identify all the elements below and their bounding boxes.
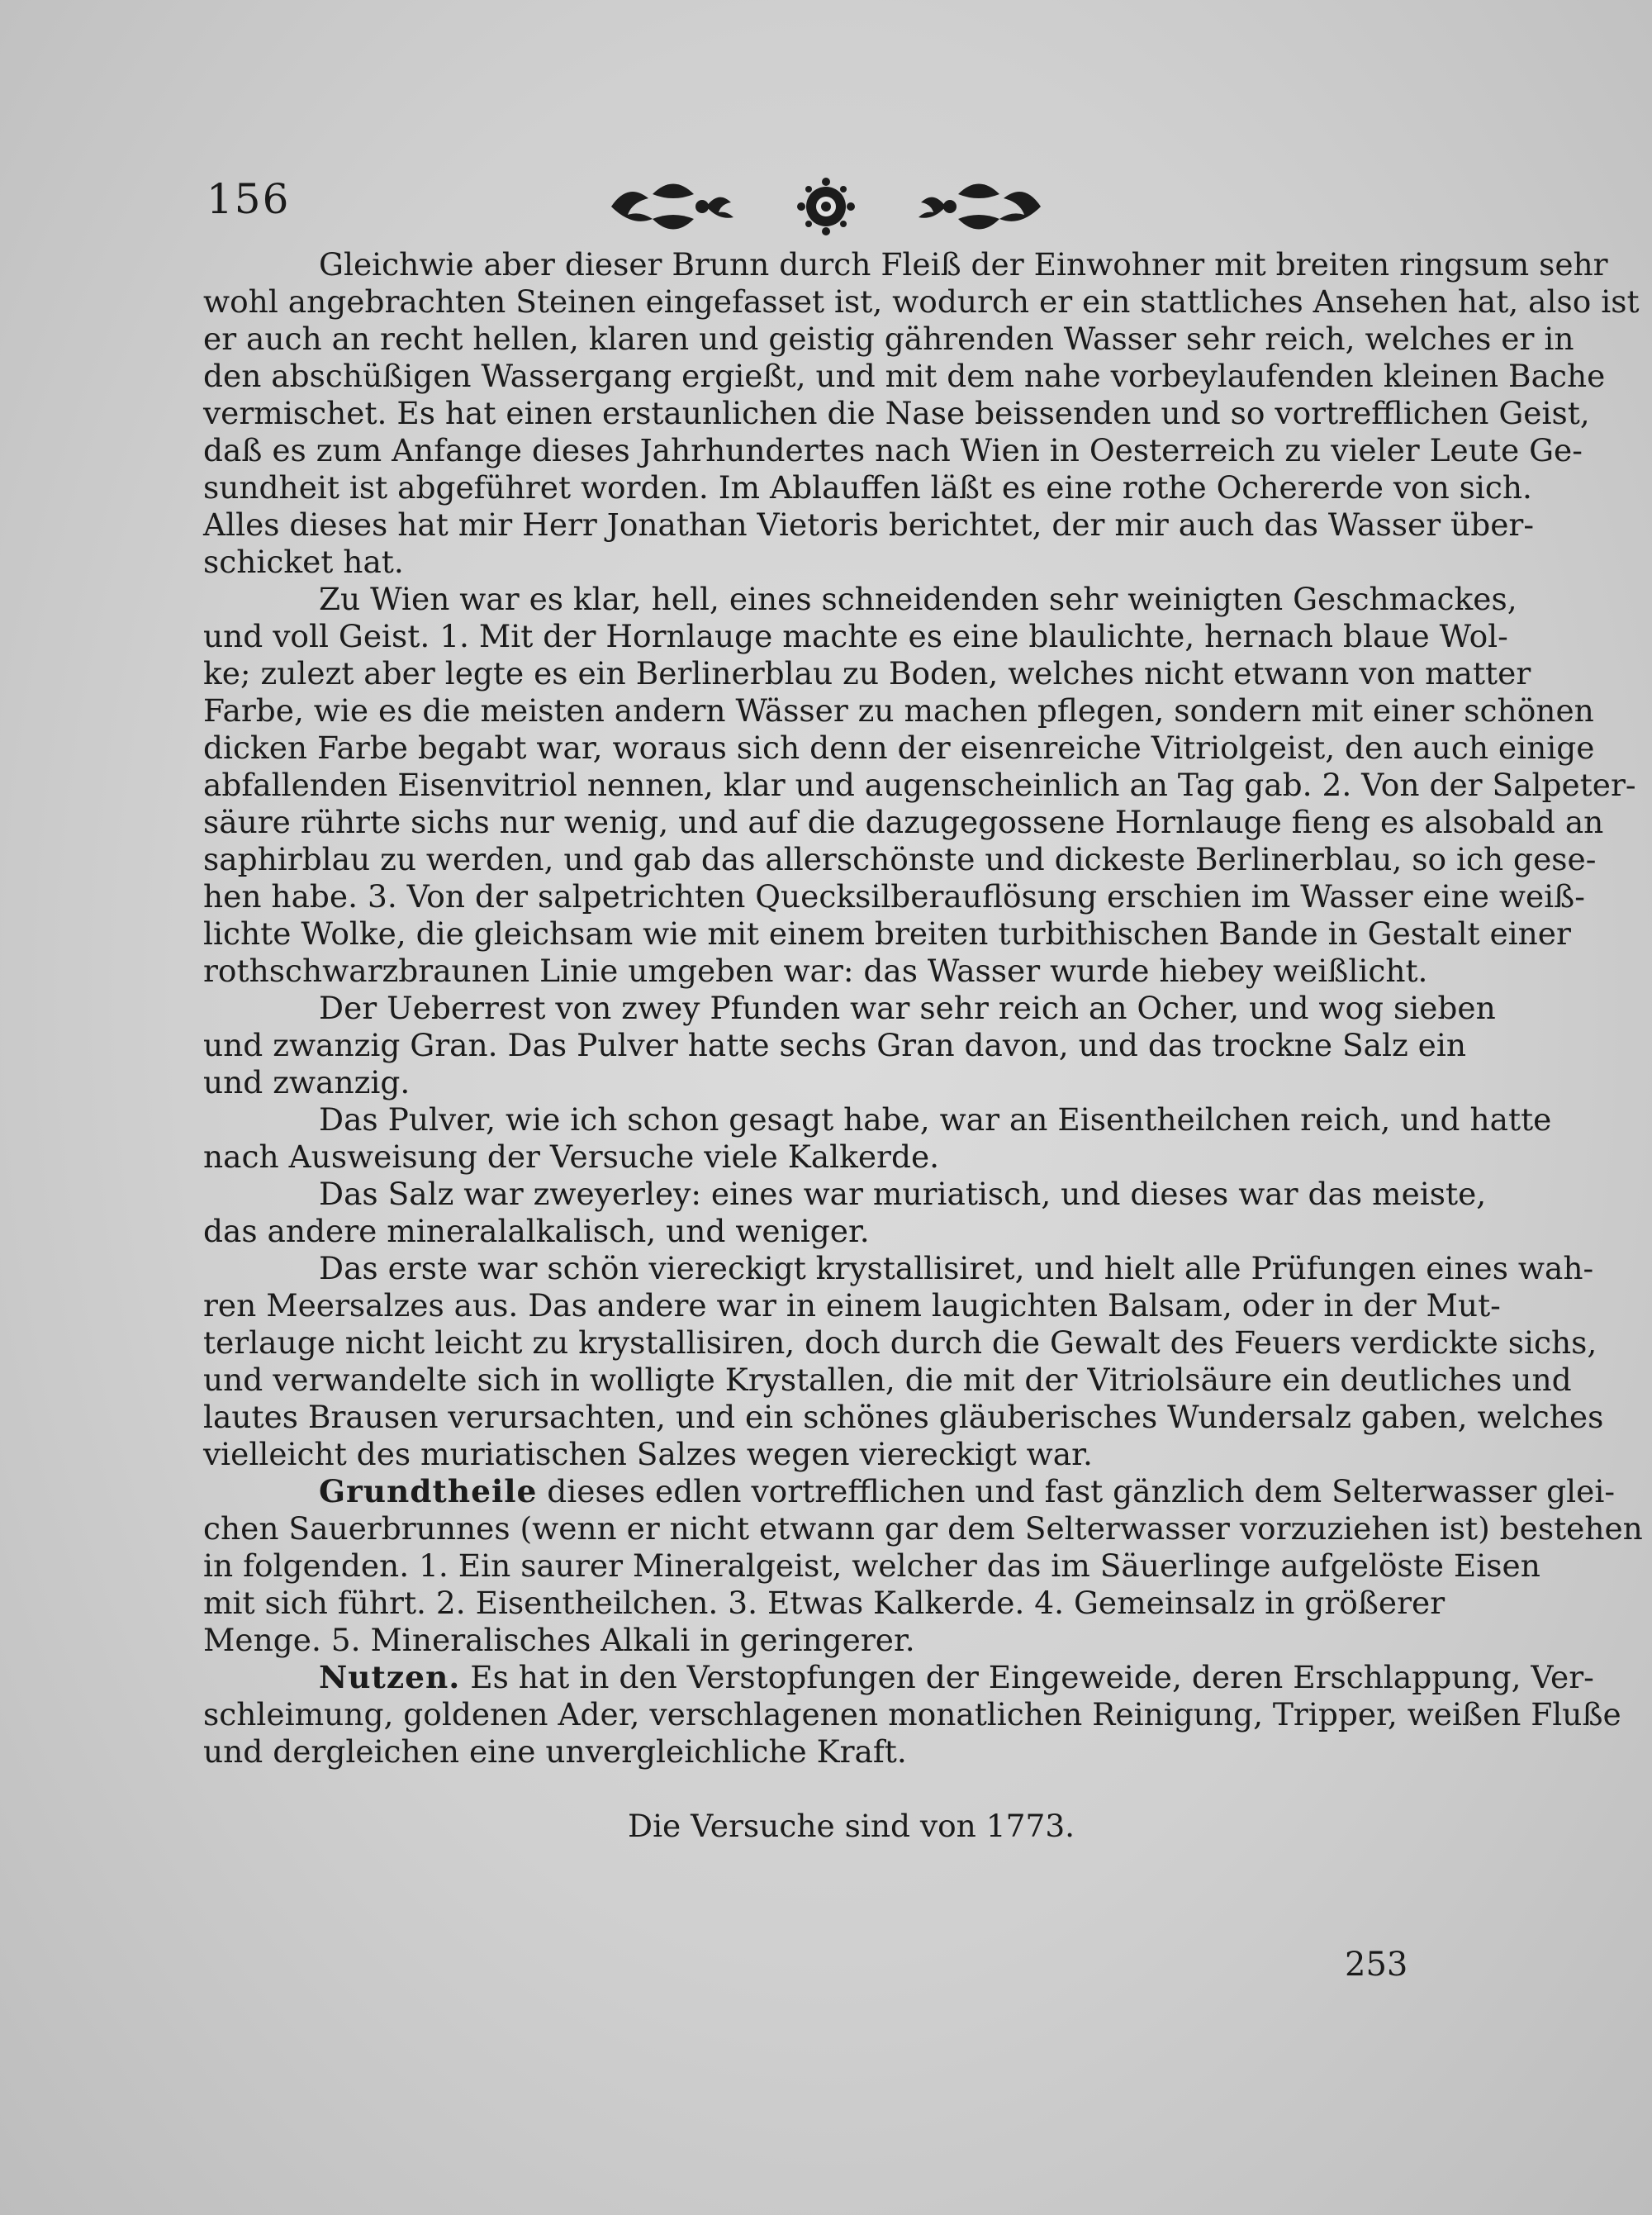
- text-line: [203, 1473, 1616, 1510]
- text-line: Das Pulver, wie ich schon gesagt habe, war an Eisentheilchen reich, und hatte: [319, 1101, 1552, 1138]
- paragraph-4: [203, 1101, 1552, 1176]
- text-line: terlauge nicht leicht zu krystallisiren, doch durch die Gewalt des Feuers verdickte sichs,: [203, 1324, 1597, 1361]
- paragraph-3: [203, 990, 1496, 1101]
- text-line: lichte Wolke, die gleichsam wie mit einem breiten turbithischen Bande in Gestalt einer: [203, 915, 1571, 952]
- paragraph-2: [203, 581, 1636, 990]
- text-line: abfallenden Eisenvitriol nennen, klar und augenscheinlich an Tag gab. 2. Von der Salpeter-: [203, 767, 1636, 803]
- paragraph-5: [203, 1176, 1487, 1250]
- section-heading: Grundtheile: [319, 1473, 538, 1509]
- text-line: und zwanzig Gran. Das Pulver hatte sechs Gran davon, und das trockne Salz ein: [203, 1027, 1467, 1063]
- text-line: Das Salz war zweyerley: eines war muriatisch, und dieses war das meiste,: [319, 1176, 1487, 1212]
- text-line: wohl angebrachten Steinen eingefasset ist, wodurch er ein stattliches Ansehen hat, also ist: [203, 283, 1640, 320]
- text-line: lautes Brausen verursachten, und ein schönes gläuberisches Wundersalz gaben, welches: [203, 1399, 1604, 1435]
- text-line: mit sich führt. 2. Eisentheilchen. 3. Etwas Kalkerde. 4. Gemeinsalz in größerer: [203, 1585, 1446, 1621]
- text-line: Das erste war schön viereckigt krystallisiret, und hielt alle Prüfungen eines wah-: [319, 1250, 1594, 1286]
- text-line: rothschwarzbraunen Linie umgeben war: das Wasser wurde hiebey weißlicht.: [203, 953, 1428, 989]
- paragraph-6: [203, 1250, 1604, 1473]
- text-line: hen habe. 3. Von der salpetrichten Quecksilberauflösung erschien im Wasser eine weiß-: [203, 878, 1585, 915]
- closing-line: Die Versuche sind von 1773.: [628, 1808, 1075, 1844]
- text-line: und verwandelte sich in wolligte Krystallen, die mit der Vitriolsäure ein deutliches und: [203, 1362, 1572, 1398]
- text-line: schleimung, goldenen Ader, verschlagenen monatlichen Reinigung, Tripper, weißen Fluße: [203, 1696, 1621, 1733]
- header-ornament-icon: [595, 169, 1057, 244]
- text-line: das andere mineralalkalisch, und weniger.: [203, 1213, 870, 1249]
- text-line: den abschüßigen Wassergang ergießt, und mit dem nahe vorbeylaufenden kleinen Bache: [203, 358, 1606, 394]
- paragraph-1: [203, 246, 1640, 581]
- footer-page-number: 253: [1345, 1946, 1408, 1984]
- page-number: 156: [206, 175, 291, 223]
- text-line: und zwanzig.: [203, 1064, 411, 1100]
- body-text: [203, 246, 1643, 1771]
- text-run: dieses edlen vortrefflichen und fast gänzlich dem Selterwasser glei-: [537, 1473, 1616, 1509]
- text-line: daß es zum Anfange dieses Jahrhundertes nach Wien in Oesterreich zu vieler Leute Ge-: [203, 432, 1583, 468]
- section-heading: Nutzen.: [319, 1659, 461, 1695]
- paragraph-8: [203, 1659, 1621, 1771]
- text-line: chen Sauerbrunnes (wenn er nicht etwann gar dem Selterwasser vorzuziehen ist) bestehen: [203, 1510, 1643, 1547]
- text-line: saphirblau zu werden, und gab das allerschönste und dickeste Berlinerblau, so ich gese-: [203, 841, 1597, 877]
- text-line: Menge. 5. Mineralisches Alkali in geringerer.: [203, 1622, 915, 1658]
- text-line: säure rührte sichs nur wenig, und auf die dazugegossene Hornlauge fieng es alsobald an: [203, 804, 1604, 840]
- text-line: vielleicht des muriatischen Salzes wegen viereckigt war.: [203, 1436, 1093, 1472]
- text-line: und voll Geist. 1. Mit der Hornlauge machte es eine blaulichte, hernach blaue Wol-: [203, 618, 1508, 654]
- text-line: Zu Wien war es klar, hell, eines schneidenden sehr weinigten Geschmackes,: [319, 581, 1517, 617]
- text-line: ke; zulezt aber legte es ein Berlinerblau zu Boden, welches nicht etwann von matter: [203, 655, 1531, 692]
- text-line: er auch an recht hellen, klaren und geistig gährenden Wasser sehr reich, welches er in: [203, 321, 1574, 357]
- text-line: schicket hat.: [203, 544, 404, 580]
- text-line: Der Ueberrest von zwey Pfunden war sehr reich an Ocher, und wog sieben: [319, 990, 1496, 1026]
- text-line: in folgenden. 1. Ein saurer Mineralgeist, welcher das im Säuerlinge aufgelöste Eisen: [203, 1547, 1540, 1584]
- paragraph-7: [203, 1473, 1643, 1659]
- text-line: [203, 1659, 1594, 1696]
- text-line: dicken Farbe begabt war, woraus sich denn der eisenreiche Vitriolgeist, den auch einige: [203, 730, 1595, 766]
- text-line: Farbe, wie es die meisten andern Wässer zu machen pflegen, sondern mit einer schönen: [203, 692, 1594, 729]
- text-run: Es hat in den Verstopfungen der Eingeweide, deren Erschlappung, Ver-: [460, 1659, 1594, 1695]
- text-line: ren Meersalzes aus. Das andere war in einem laugichten Balsam, oder in der Mut-: [203, 1287, 1501, 1324]
- text-line: und dergleichen eine unvergleichliche Kraft.: [203, 1733, 907, 1770]
- text-line: vermischet. Es hat einen erstaunlichen die Nase beissenden und so vortrefflichen Geist,: [203, 395, 1590, 431]
- text-line: Gleichwie aber dieser Brunn durch Fleiß der Einwohner mit breiten ringsum sehr: [319, 246, 1608, 283]
- text-line: nach Ausweisung der Versuche viele Kalkerde.: [203, 1138, 940, 1175]
- text-line: sundheit ist abgeführet worden. Im Ablauffen läßt es eine rothe Ochererde von sich.: [203, 469, 1532, 506]
- text-line: Alles dieses hat mir Herr Jonathan Vietoris berichtet, der mir auch das Wasser über-: [203, 506, 1534, 543]
